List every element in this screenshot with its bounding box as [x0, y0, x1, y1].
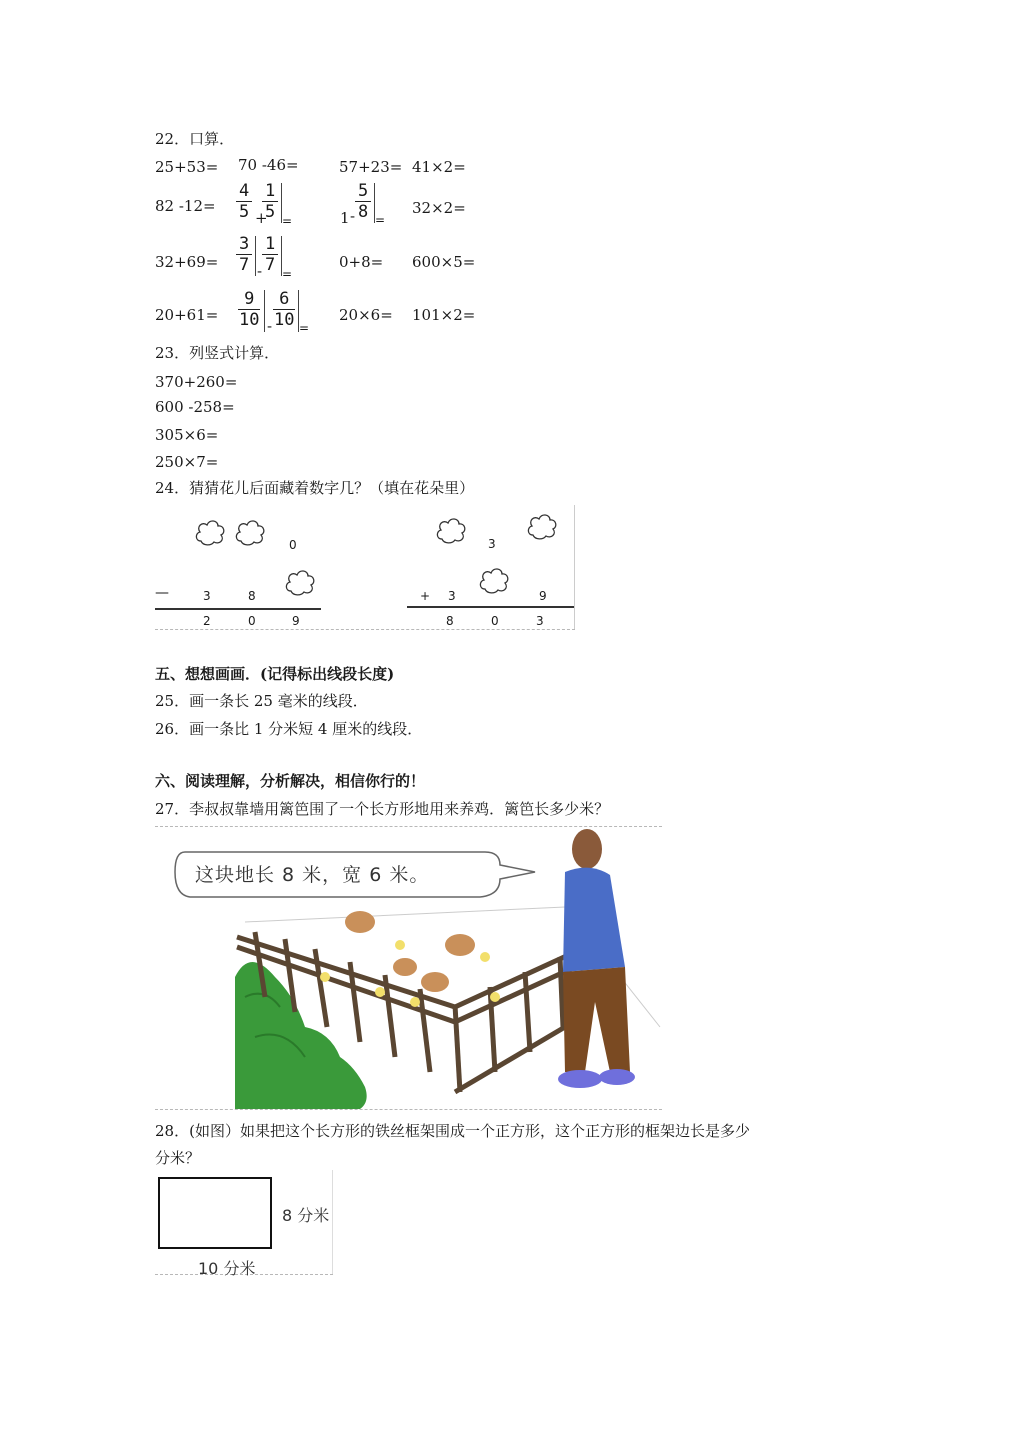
q22-r3-c: 0+8=: [339, 253, 384, 271]
q22-r2-a: 82 -12=: [155, 197, 216, 215]
result-digit: 9: [292, 614, 300, 628]
q22-r2-c-prefix: 1: [340, 209, 350, 227]
result-digit: 8: [446, 614, 454, 628]
flower-icon: [434, 515, 468, 545]
fraction-6-10: [271, 289, 297, 330]
result-digit: 2: [203, 614, 211, 628]
operator: —: [155, 585, 169, 601]
operator: +: [420, 589, 431, 603]
flower-icon: [477, 565, 511, 595]
height-label: 8 分米: [282, 1206, 330, 1225]
equals-sign: =: [282, 267, 293, 281]
chicken-coop-illustration: [155, 826, 662, 1110]
q22-r3-a: 32+69=: [155, 253, 219, 271]
equals-sign: =: [282, 214, 293, 228]
denominator: 10: [274, 310, 295, 330]
q28-line2: 分米？: [155, 1149, 201, 1167]
q24-title: 24．猜猜花儿后面藏着数字几？（填在花朵里）: [155, 479, 475, 497]
section-6-title: 六、阅读理解，分析解决，相信你行的！: [155, 772, 426, 790]
numerator: 3: [239, 234, 250, 254]
section-5-title: 五、想想画画．(记得标出线段长度): [155, 665, 395, 683]
sum-line: [155, 608, 321, 610]
result-digit: 0: [491, 614, 499, 628]
operator: -: [267, 317, 273, 335]
q23-title: 23．列竖式计算．: [155, 344, 280, 362]
rectangle-frame-figure: [155, 1170, 333, 1278]
denominator: 7: [265, 255, 276, 275]
middle-digit: 3: [203, 589, 211, 603]
result-digit: 0: [248, 614, 256, 628]
middle-digit: 8: [248, 589, 256, 603]
top-digit: 3: [488, 537, 496, 551]
q22-r1-c: 57+23=: [339, 158, 403, 176]
q22-r4-c: 20×6=: [339, 306, 393, 324]
q22-r4-a: 20+61=: [155, 306, 219, 324]
q25: 25．画一条长 25 毫米的线段．: [155, 692, 368, 710]
q22-r1-a: 25+53=: [155, 158, 219, 176]
denominator: 7: [239, 255, 250, 275]
sum-line: [407, 606, 575, 608]
numerator: 5: [358, 181, 369, 201]
fraction-1-5: [262, 181, 278, 222]
q23-item-1: 370+260=: [155, 373, 238, 391]
q26: 26．画一条比 1 分米短 4 厘米的线段．: [155, 720, 423, 738]
middle-digit: 9: [539, 589, 547, 603]
q22-title: 22．口算．: [155, 130, 235, 148]
divider-line: [255, 236, 256, 276]
fraction-5-8: [355, 181, 371, 222]
operator: -: [350, 207, 356, 225]
divider-line: [264, 290, 265, 332]
top-digit: 0: [289, 538, 297, 552]
q23-item-4: 250×7=: [155, 453, 219, 471]
numerator: 4: [239, 181, 250, 201]
flower-icon: [525, 511, 559, 541]
q22-r1-b: 70 -46=: [238, 156, 299, 174]
flower-puzzle-figure: [155, 505, 575, 630]
denominator: 5: [265, 202, 276, 222]
fraction-4-5: [236, 181, 252, 222]
numerator: 1: [265, 181, 276, 201]
fraction-1-7: [262, 234, 278, 275]
operator: -: [257, 262, 263, 280]
speech-bubble-text: 这块地长 8 米，宽 6 米。: [195, 864, 430, 886]
equals-sign: =: [375, 213, 386, 227]
denominator: 8: [358, 202, 369, 222]
denominator: 10: [239, 310, 260, 330]
result-digit: 3: [536, 614, 544, 628]
q23-item-2: 600 -258=: [155, 398, 235, 416]
figure-border: [332, 1170, 333, 1274]
q22-r3-d: 600×5=: [412, 253, 476, 271]
flower-icon: [233, 517, 267, 547]
numerator: 9: [244, 289, 255, 309]
middle-digit: 3: [448, 589, 456, 603]
width-label: 10 分米: [198, 1259, 256, 1278]
numerator: 6: [279, 289, 290, 309]
q22-r2-d: 32×2=: [412, 199, 466, 217]
q23-item-3: 305×6=: [155, 426, 219, 444]
rectangle-frame: [158, 1177, 272, 1249]
q22-r1-d: 41×2=: [412, 158, 466, 176]
figure-border: [574, 505, 575, 629]
q28-line1: 28．(如图）如果把这个长方形的铁丝框架围成一个正方形，这个正方形的框架边长是多少: [155, 1122, 750, 1140]
fraction-9-10: [236, 289, 262, 330]
flower-icon: [283, 567, 317, 597]
denominator: 5: [239, 202, 250, 222]
flower-icon: [193, 517, 227, 547]
operator: +: [255, 209, 268, 227]
fraction-3-7: [236, 234, 252, 275]
q27: 27．李叔叔靠墙用篱笆围了一个长方形地用来养鸡．篱笆长多少米？: [155, 800, 610, 818]
numerator: 1: [265, 234, 276, 254]
q22-r4-d: 101×2=: [412, 306, 476, 324]
equals-sign: =: [299, 321, 310, 335]
